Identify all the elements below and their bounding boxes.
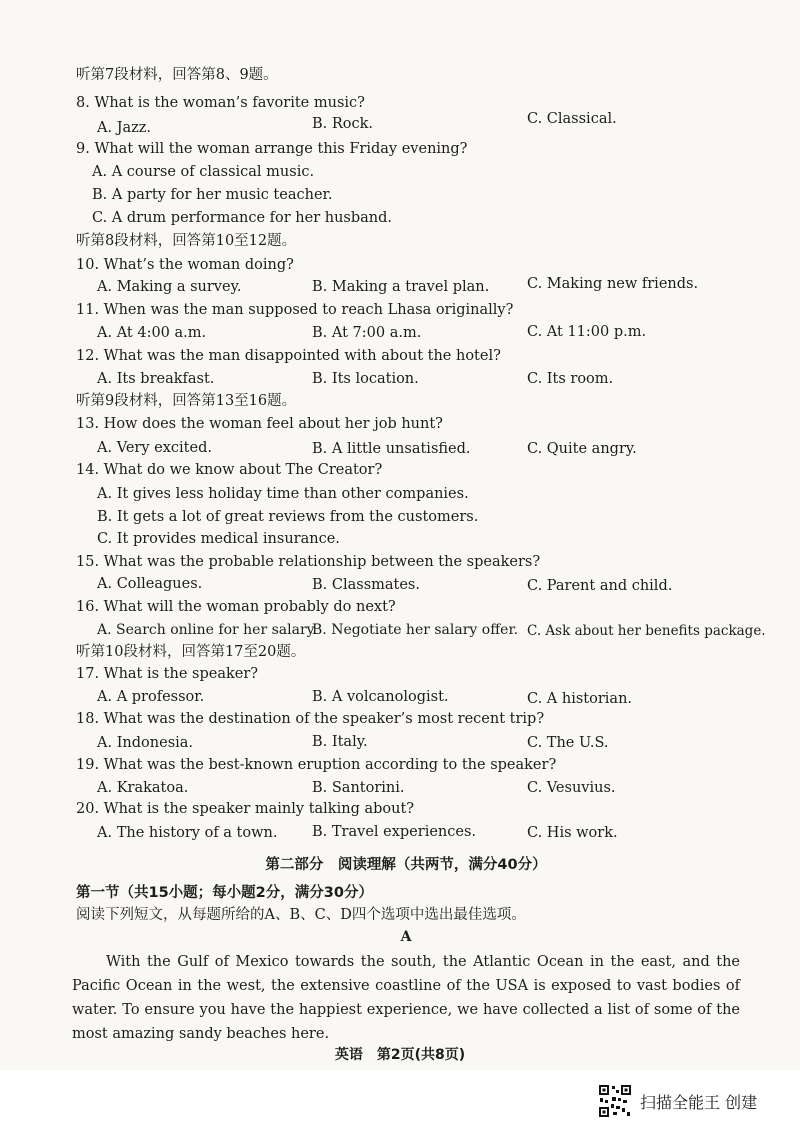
question-19: 19. What was the best-known eruption according to the speaker? (76, 757, 557, 773)
reading-instruction: 阅读下列短文，从每题所给的A、B、C、D四个选项中选出最佳选项。 (76, 907, 526, 923)
option-14b: B. It gets a lot of great reviews from the customers. (97, 509, 479, 525)
option-15a: A. Colleagues. (97, 576, 203, 592)
question-13: 13. How does the woman feel about her job hunt? (76, 416, 443, 432)
question-15: 15. What was the probable relationship between the speakers? (76, 554, 541, 570)
option-11c: C. At 11:00 p.m. (527, 324, 647, 340)
option-18a: A. Indonesia. (97, 735, 194, 751)
option-13c: C. Quite angry. (527, 441, 637, 457)
section-instruction-10: 听第10段材料，回答第17至20题。 (76, 644, 306, 660)
option-12a: A. Its breakfast. (97, 371, 215, 387)
option-14c: C. It provides medical insurance. (97, 531, 340, 547)
page-footer: 英语 第2页(共8页) (334, 1047, 466, 1063)
question-20: 20. What is the speaker mainly talking about? (76, 801, 415, 817)
option-9c: C. A drum performance for her husband. (92, 210, 393, 226)
option-11b: B. At 7:00 a.m. (312, 325, 422, 341)
question-9: 9. What will the woman arrange this Friday evening? (76, 141, 468, 157)
option-19b: B. Santorini. (312, 780, 405, 796)
qr-code-icon (598, 1084, 632, 1118)
question-12: 12. What was the man disappointed with about the hotel? (76, 348, 501, 364)
option-14a: A. It gives less holiday time than other companies. (97, 486, 469, 502)
option-15c: C. Parent and child. (527, 578, 673, 594)
option-17c: C. A historian. (527, 691, 633, 707)
scanner-watermark (598, 1083, 757, 1119)
question-18: 18. What was the destination of the speaker’s most recent trip? (76, 711, 545, 727)
option-20c: C. His work. (527, 825, 618, 841)
part-two-title: 第二部分 阅读理解（共两节，满分40分） (265, 857, 547, 873)
option-16b: B. Negotiate her salary offer. (312, 622, 519, 638)
option-20b: B. Travel experiences. (312, 824, 477, 840)
option-9b: B. A party for her music teacher. (92, 187, 333, 203)
option-15b: B. Classmates. (312, 577, 420, 593)
question-8: 8. What is the woman’s favorite music? (76, 95, 365, 111)
option-16a: A. Search online for her salary. (97, 622, 318, 638)
option-18c: C. The U.S. (527, 735, 609, 751)
option-8a: A. Jazz. (97, 120, 152, 136)
question-16: 16. What will the woman probably do next? (76, 599, 396, 615)
option-20a: A. The history of a town. (97, 825, 278, 841)
option-19c: C. Vesuvius. (527, 780, 616, 796)
option-18b: B. Italy. (312, 734, 368, 750)
passage-label: A (400, 929, 412, 945)
option-19a: A. Krakatoa. (97, 780, 189, 796)
option-8c: C. Classical. (527, 111, 617, 127)
option-12c: C. Its room. (527, 371, 614, 387)
passage-paragraph: With the Gulf of Mexico towards the south, the Atlantic Ocean in the east, and the Pacific Ocean in the west, the extensive coastline of the USA is exposed to vast bodies of water. To ensure you have the happiest experience, we have collected a list of some of the most amazing sandy beaches here. (72, 954, 740, 1042)
option-8b: B. Rock. (312, 116, 374, 132)
question-10: 10. What’s the woman doing? (76, 257, 294, 273)
option-17b: B. A volcanologist. (312, 689, 449, 705)
scanner-label: 扫描全能王 创建 (640, 1092, 758, 1112)
option-10c: C. Making new friends. (527, 276, 699, 292)
question-11: 11. When was the man supposed to reach Lhasa originally? (76, 302, 514, 318)
section-one-title: 第一节（共15小题；每小题2分，满分30分） (76, 885, 373, 901)
option-17a: A. A professor. (97, 689, 205, 705)
option-9a: A. A course of classical music. (92, 164, 315, 180)
question-17: 17. What is the speaker? (76, 666, 259, 682)
option-11a: A. At 4:00 a.m. (97, 325, 207, 341)
section-instruction-8: 听第8段材料，回答第10至12题。 (76, 233, 297, 249)
question-14: 14. What do we know about The Creator? (76, 462, 383, 478)
option-10a: A. Making a survey. (97, 279, 242, 295)
option-10b: B. Making a travel plan. (312, 279, 490, 295)
option-12b: B. Its location. (312, 371, 419, 387)
option-13b: B. A little unsatisfied. (312, 441, 471, 457)
option-16c: C. Ask about her benefits package. (527, 623, 766, 639)
option-13a: A. Very excited. (97, 440, 212, 456)
section-instruction-7: 听第7段材料，回答第8、9题。 (76, 67, 278, 83)
section-instruction-9: 听第9段材料，回答第13至16题。 (76, 393, 297, 409)
